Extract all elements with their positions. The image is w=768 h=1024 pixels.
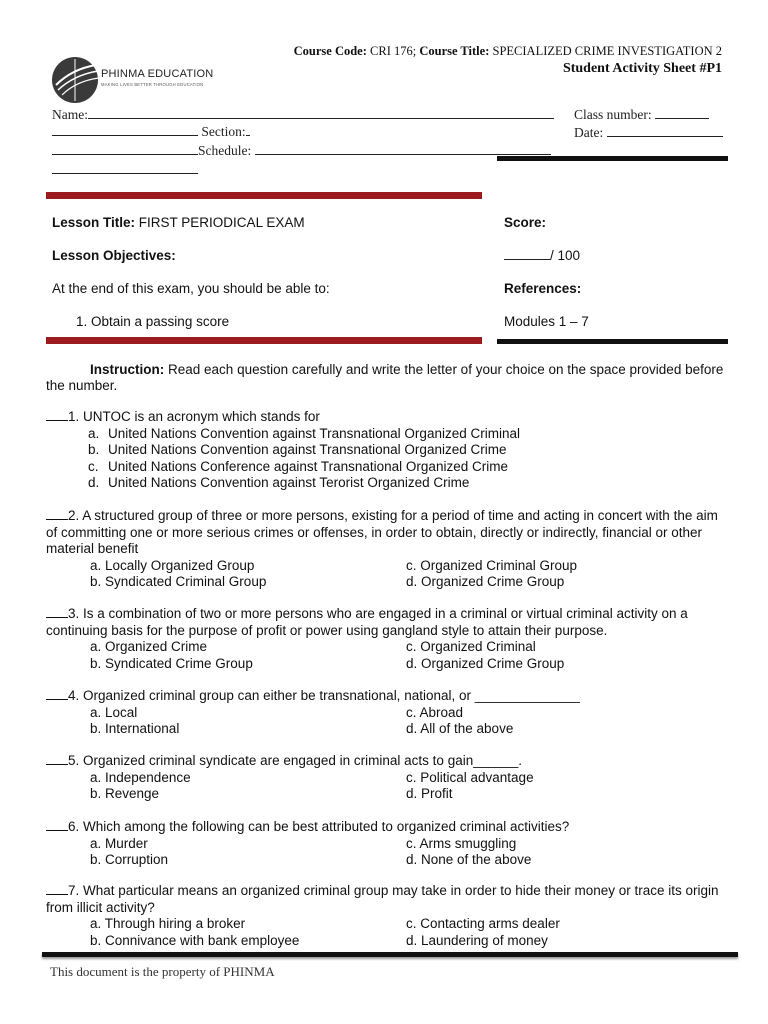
objectives-label-text: Lesson Objectives: — [52, 248, 176, 263]
course-code: CRI 176; — [370, 44, 417, 58]
score-label — [504, 215, 546, 230]
option: b. Syndicated Criminal Group — [90, 574, 267, 589]
option: c. Contacting arms dealer — [406, 916, 560, 931]
score-label-text: Score: — [504, 215, 547, 230]
objectives-label — [52, 248, 176, 263]
option: c. Organized Criminal — [406, 639, 536, 654]
objective-1: 1. Obtain a passing score — [76, 314, 230, 329]
answer-blank[interactable] — [46, 508, 68, 520]
option: c. Political advantage — [406, 769, 534, 785]
question-1 — [46, 409, 726, 492]
question-stem: 3. Is a combination of two or more persons who are engaged in a criminal or virtual criminal activity on a continuing basis for the purpose of profit or power using gangland style to attain their purpose. — [46, 606, 688, 638]
option — [88, 458, 726, 476]
question-stem: 4. Organized criminal group can either be transnational, national, or ______________ — [68, 688, 580, 703]
section-field[interactable] — [52, 123, 250, 140]
option-text: United Nations Convention against Terorist Organized Crime — [108, 475, 470, 490]
phinma-logo-icon — [50, 55, 110, 105]
schedule-field[interactable] — [52, 142, 551, 159]
option: b. Revenge — [90, 786, 160, 801]
answer-blank[interactable] — [46, 819, 68, 831]
option: d. Profit — [406, 786, 453, 801]
instruction-label: Instruction: — [90, 362, 165, 377]
course-title-label: Course Title: — [419, 44, 490, 58]
option: a. Organized Crime — [90, 639, 208, 654]
date-line[interactable] — [607, 124, 723, 137]
option: d. All of the above — [406, 721, 514, 736]
option — [88, 442, 726, 459]
name-field[interactable] — [52, 106, 554, 123]
question-stem: 1. UNTOC is an acronym which stands for — [68, 409, 320, 424]
options-grid — [46, 558, 726, 591]
class-number-field[interactable] — [574, 106, 709, 123]
course-line — [294, 44, 722, 59]
name-line[interactable] — [88, 106, 554, 119]
question-6 — [46, 819, 726, 869]
schedule-label: Schedule: — [198, 143, 252, 158]
logo-tagline: MAKING LIVES BETTER THROUGH EDUCATION — [101, 82, 204, 87]
question-4 — [46, 688, 726, 738]
option: a. Through hiring a broker — [90, 916, 246, 931]
option: a. Murder — [90, 835, 148, 851]
references-label — [504, 281, 581, 296]
section-label: Section: — [201, 124, 246, 139]
question-stem: 7. What particular means an organized criminal group may take in order to hide their money or trace its origin from illicit activity? — [46, 883, 719, 915]
instruction-text: Read each question carefully and write the letter of your choice on the space provided before the number. — [46, 362, 724, 393]
options-grid — [46, 836, 726, 869]
options-grid — [46, 705, 726, 738]
divider-black-top — [497, 156, 728, 161]
option — [88, 425, 726, 443]
lesson-title: FIRST PERIODICAL EXAM — [138, 215, 305, 230]
objectives-intro: At the end of this exam, you should be able to: — [52, 281, 330, 296]
options-list — [46, 426, 726, 492]
footer-text: This document is the property of PHINMA — [50, 964, 275, 979]
option: b. Corruption — [90, 852, 169, 867]
option: d. None of the above — [406, 852, 532, 867]
schedule-line[interactable] — [255, 142, 551, 155]
option: a. Locally Organized Group — [90, 557, 255, 573]
answer-blank[interactable] — [46, 606, 68, 618]
divider-red-top — [46, 192, 482, 199]
option: c. Organized Criminal Group — [406, 557, 578, 573]
logo-name: PHINMA EDUCATION — [101, 68, 214, 80]
class-number-label: Class number: — [574, 107, 652, 122]
lesson-title-row — [52, 215, 305, 230]
answer-blank[interactable] — [46, 409, 68, 421]
divider-red-bottom — [46, 337, 482, 344]
option: d. Organized Crime Group — [406, 574, 565, 589]
option: b. Syndicated Crime Group — [90, 655, 253, 671]
references-value: Modules 1 – 7 — [504, 314, 589, 329]
date-field[interactable] — [574, 124, 723, 141]
answer-blank[interactable] — [46, 688, 68, 700]
sheet-title: Student Activity Sheet #P1 — [562, 61, 722, 76]
divider-black-bottom — [497, 339, 728, 344]
schedule-line-left[interactable] — [52, 142, 198, 155]
option-letter: c. — [88, 458, 99, 474]
question-3 — [46, 606, 726, 672]
references-label-text: References: — [504, 281, 582, 296]
option-letter: a. — [88, 425, 100, 441]
class-number-line[interactable] — [655, 106, 709, 119]
question-stem: 2. A structured group of three or more persons, existing for a period of time and acting in concert with the aim of committing one or more serious crimes or offenses, in order to obtain, directly or indirectly, financial or other material benefit — [46, 508, 718, 556]
question-stem: 6. Which among the following can be best attributed to organized criminal activities? — [68, 819, 570, 834]
score-value: / 100 — [550, 248, 581, 263]
option: d. Laundering of money — [406, 932, 548, 948]
lesson-title-label: Lesson Title: — [52, 215, 136, 230]
options-grid — [46, 916, 726, 949]
section-line-left[interactable] — [52, 123, 198, 136]
option-letter: d. — [88, 475, 100, 490]
option: a. Local — [90, 704, 138, 720]
section-line[interactable] — [246, 123, 250, 136]
question-7 — [46, 883, 726, 949]
option: a. Independence — [90, 769, 191, 785]
instruction — [46, 362, 726, 394]
option: c. Abroad — [406, 704, 464, 720]
question-2 — [46, 508, 726, 591]
options-grid — [46, 639, 726, 672]
question-5 — [46, 753, 726, 803]
option: c. Arms smuggling — [406, 835, 517, 851]
options-grid — [46, 770, 726, 803]
footer-divider — [42, 952, 738, 957]
score-field[interactable] — [504, 248, 580, 263]
answer-blank[interactable] — [46, 753, 68, 765]
option: b. International — [90, 721, 180, 736]
name-label: Name: — [52, 107, 88, 122]
score-line[interactable] — [504, 248, 550, 260]
option-text: United Nations Convention against Transnational Organized Crime — [108, 442, 507, 457]
option-text: United Nations Convention against Transnational Organized Criminal — [108, 425, 520, 441]
extra-line[interactable] — [52, 161, 198, 178]
option — [88, 475, 726, 492]
course-code-label: Course Code: — [293, 44, 367, 58]
option: d. Organized Crime Group — [406, 655, 565, 671]
option-letter: b. — [88, 442, 100, 457]
answer-blank[interactable] — [46, 883, 68, 895]
question-stem: 5. Organized criminal syndicate are engaged in criminal acts to gain______. — [68, 753, 523, 768]
option-text: United Nations Conference against Transnational Organized Crime — [108, 458, 508, 474]
course-title: SPECIALIZED CRIME INVESTIGATION 2 — [492, 44, 722, 58]
extra-underline[interactable] — [52, 161, 198, 174]
date-label: Date: — [574, 125, 604, 140]
option: b. Connivance with bank employee — [90, 932, 300, 948]
